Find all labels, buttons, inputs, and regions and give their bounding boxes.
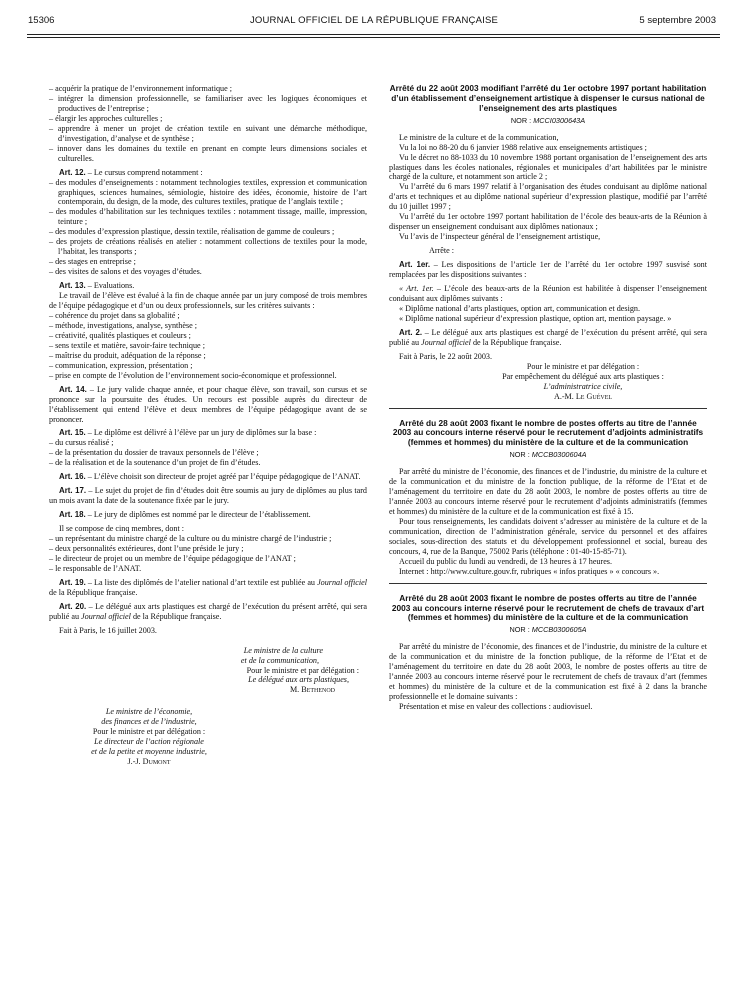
paragraph: Par arrêté du ministre de l’économie, des finances et de l’industrie, du ministre de la culture et de la communication et du ministre de la fonction publique, de la réforme de l’Etat et de l’aménagement du territoire en date du 28 août 2003, le nombre de postes offerts au titre de l’année 2003 au concours interne réservé pour le recrutement de chefs de travaux d’art (femmes et hommes) du ministère de la culture et de la communication est fixé à 2 dans la branche professionnelle et le domaine suivants : [389, 642, 707, 702]
paragraph: Vu l’avis de l’inspecteur général de l’enseignement artistique, [399, 232, 601, 242]
article-16: Art. 16. – L’élève choisit son directeur de projet agréé par l’équipe pédagogique de l’ANAT. [59, 472, 361, 482]
list-item: – des stages en entreprise ; [49, 257, 136, 267]
quoted-article: « Art. 1er. – L’école des beaux-arts de la Réunion est habilitée à dispenser l’enseignement conduisant aux diplômes suivants : [389, 284, 707, 303]
article-label: Art. 19. [59, 577, 86, 587]
article-label: Art. 13. [59, 281, 86, 291]
paragraph: « Diplôme national d’arts plastiques, option art, communication et design. [399, 303, 640, 313]
list-item: – de la réalisation et de la soutenance d’un projet de fin d’études. [49, 458, 261, 468]
nor-reference: NOR : MCCB0300604A [509, 450, 587, 460]
article-label: Art. 2. [399, 327, 423, 337]
list-item: – acquérir la pratique de l’environnement informatique ; [49, 84, 232, 93]
paragraph: Le travail de l’élève est évalué à la fin de chaque année par un jury composé de trois membres de l’équipe pédagogique et d’un ou deux professionnels, sur les critères suivants : [49, 291, 367, 311]
signature-block: Pour le ministre et par délégation : Par empêchement du délégué aux arts plastiques : L’administratrice civile, A.-M. Le Guével [389, 362, 707, 402]
signatory-name: J.-J. Dumont [127, 757, 171, 767]
paragraph: Il se compose de cinq membres, dont : [59, 524, 185, 534]
article-18: Art. 18. – Le jury de diplômes est nommé par le directeur de l’établissement. [59, 510, 311, 520]
decree-title: Arrêté du 22 août 2003 modifiant l’arrêté du 1er octobre 1997 portant habilitation d’un établissement d’enseignement artistique à dispenser le cursus national de l’enseignement des arts plastiques [389, 83, 707, 113]
decree-title: Arrêté du 28 août 2003 fixant le nombre de postes offerts au titre de l’année 2003 au concours interne réservé pour le recrutement d’adjoints administratifs (femmes et hommes) du ministère de la culture et de la communication [392, 417, 704, 448]
article-2: Art. 2. – Le délégué aux arts plastiques est chargé de l’exécution du présent arrêté, qui sera publié au Journal officiel de la République française. [389, 327, 707, 347]
list-item: – deux personnalités extérieures, dont l’une préside le jury ; [49, 543, 244, 553]
list-item: – maîtrise du produit, adéquation de la réponse ; [49, 350, 206, 360]
list-item: – communication, expression, présentation ; [49, 360, 193, 370]
issue-date: 5 septembre 2003 [639, 15, 716, 26]
list-item: – le directeur de projet ou un membre de l’équipe pédagogique de l’ANAT ; [49, 553, 296, 563]
header-rule-top [27, 34, 720, 35]
list-item: – intégrer la dimension professionnelle, se familiariser avec les logiques économiques et productives de l’entreprise ; [49, 93, 367, 113]
intro-list [49, 84, 367, 164]
header-rule-bottom [27, 37, 720, 38]
page-header [0, 0, 748, 34]
place-date: Fait à Paris, le 22 août 2003. [399, 351, 492, 361]
list-item: – élargir les approches culturelles ; [49, 113, 163, 123]
paragraph: Par arrêté du ministre de l’économie, des finances et de l’industrie, du ministre de la culture et de la communication et du ministre de la fonction publique, de la réforme de l’Etat et de l’aménagement du territoire en date du 28 août 2003, le nombre de postes offerts au titre de l’année 2003 au concours interne réservé pour le recrutement d’adjoints administratifs (femmes et hommes) du ministère de la culture et de la communication est fixé à 15. [389, 467, 707, 516]
signature-block-economie: Le ministre de l’économie, des finances et de l’industrie, Pour le ministre et par délégation : Le directeur de l’action régionale et de la petite et moyenne industrie, J.-J. Dumont [49, 707, 249, 767]
list-item: – des projets de créations réalisés en atelier : notamment collections de textiles pour la mode, l’habitat, les transports ; [49, 237, 367, 257]
article-12: Art. 12. – Le cursus comprend notamment : [59, 167, 203, 177]
list-item: – un représentant du ministre chargé de la culture ou du ministre chargé de l’industrie ; [49, 534, 332, 544]
paragraph: Accueil du public du lundi au vendredi, de 13 heures à 17 heures. [399, 556, 612, 566]
list-item: – des modules d’enseignements : notamment technologies textiles, expression et communication graphiques, sciences humaines, sémiologie, histoire des idées, économie, histoire de l’art contemporain, du design, de la mode, des cultures textiles, pratique de l’anglais textile ; [49, 177, 367, 207]
list-item: – des modules d’habilitation sur les techniques textiles : notamment tissage, maille, impression, teinture ; [49, 207, 367, 227]
list-item: – cohérence du projet dans sa globalité ; [49, 310, 180, 320]
article-15: Art. 15. – Le diplôme est délivré à l’élève par un jury de diplômes sur la base : [59, 428, 317, 438]
article-label: Art. 17. [59, 486, 87, 496]
left-column [49, 84, 367, 767]
article-label: Art. 12. [59, 167, 86, 177]
section-divider [389, 583, 707, 584]
right-column [389, 84, 707, 712]
decree-title: Arrêté du 28 août 2003 fixant le nombre de postes offerts au titre de l’année 2003 au concours interne réservé pour le recrutement de chefs de travaux d’art (femmes et hommes) du ministère de la culture et de la communication [391, 592, 705, 623]
paragraph: Le ministre de la culture et de la communication, [399, 132, 559, 142]
article-label: Art. 14. [59, 384, 87, 394]
article-20: Art. 20. – Le délégué aux arts plastiques est chargé de l’exécution du présent arrêté, qui sera publié au Journal officiel de la République française. [49, 601, 367, 621]
list-item: – du cursus réalisé ; [49, 438, 114, 448]
list-item: – le responsable de l’ANAT. [49, 563, 142, 573]
arrete-label: Arrête : [429, 246, 455, 256]
page-number: 15306 [28, 15, 55, 26]
decree-chefs-travaux-art [389, 594, 707, 712]
paragraph: Vu le décret no 88-1033 du 10 novembre 1988 portant organisation de l’enseignement des arts plastiques dans les écoles nationales, régionales et municipales d’art habilitées par le ministre chargé de la culture, et notamment son article 2 ; [389, 152, 707, 182]
paragraph: Vu l’arrêté du 1er octobre 1997 portant habilitation de l’école des beaux-arts de la Réunion à dispenser un enseignement conduisant aux diplômes nationaux ; [389, 212, 707, 232]
decree-22-aout-2003 [389, 84, 707, 402]
article-13: Art. 13. – Evaluations. [59, 281, 135, 291]
article-label: Art. 1er. [399, 260, 431, 270]
signatory-name: A.-M. Le Guével [553, 391, 613, 401]
paragraph: Vu l’arrêté du 6 mars 1997 relatif à l’organisation des études conduisant au diplôme national d’arts et techniques et au diplôme national supérieur d’expression plastique, modifié par l’arrêté du 10 juillet 1997 ; [389, 182, 707, 212]
article-17: Art. 17. – Le sujet du projet de fin d’études doit être soumis au jury de diplômes au plus tard un mois avant la date de la soutenance fixée par le jury. [49, 486, 367, 506]
list-item: – prise en compte de l’évolution de l’environnement socio-économique et professionnel. [49, 370, 337, 380]
section-divider [389, 408, 707, 409]
decree-adjoints-administratifs [389, 419, 707, 577]
place-date: Fait à Paris, le 16 juillet 2003. [59, 625, 157, 635]
list-item: – apprendre à mener un projet de création textile en suivant une démarche méthodique, d’investigation, d’analyse et de synthèse ; [49, 123, 367, 143]
article-1: Art. 1er. – Les dispositions de l’article 1er de l’arrêté du 1er octobre 1997 susvisé sont remplacées par les dispositions suivantes : [389, 260, 707, 280]
article-label: Art. 16. [59, 472, 86, 482]
paragraph: « Diplôme national supérieur d’expression plastique, option art, mention paysage. » [399, 313, 672, 323]
list-item: – méthode, investigations, analyse, synthèse ; [49, 320, 198, 330]
article-label: Art. 20. [59, 601, 87, 611]
journal-title: JOURNAL OFFICIEL DE LA RÉPUBLIQUE FRANÇAISE [249, 15, 499, 26]
paragraph: Présentation et mise en valeur des collections : audiovisuel. [399, 702, 593, 712]
list-item: – des visites de salons et des voyages d’études. [49, 267, 202, 277]
article-19: Art. 19. – La liste des diplômés de l’atelier national d’art textile est publiée au Journal officiel de la République française. [49, 577, 367, 597]
list-item: – de la présentation du dossier de travaux personnels de l’élève ; [49, 448, 259, 458]
nor-reference: NOR : MCCB0300605A [509, 625, 587, 635]
signatory-name: M. Bethenod [289, 685, 335, 695]
paragraph: Internet : http://www.culture.gouv.fr, rubriques « infos pratiques » « concours ». [399, 566, 660, 576]
list-item: – innover dans les domaines du textile en prenant en compte leurs dimensions sociales et culturelles. [49, 143, 367, 163]
paragraph: Vu la loi no 88-20 du 6 janvier 1988 relative aux enseignements artistiques ; [399, 142, 647, 152]
article-14: Art. 14. – Le jury valide chaque année, et pour chaque élève, son travail, son cursus et se prononce sur la poursuite des études. Un recours est possible auprès du directeur de l’établissement qui entend l’élève et deux membres de l’équipe pédagogique avant de se prononcer. [49, 384, 367, 424]
nor-reference: NOR : MCCI0300643A [510, 115, 586, 125]
signature-block-culture: Le ministre de la culture et de la communication, Pour le ministre et par délégation : Le délégué aux arts plastiques, M. Bethenod [49, 646, 359, 696]
article-label: Art. 18. [59, 510, 86, 520]
list-item: – des modules d’expression plastique, dessin textile, réalisation de gamme de couleurs ; [49, 227, 335, 237]
list-item: – créativité, qualités plastiques et couleurs ; [49, 330, 191, 340]
list-item: – sens textile et matière, savoir-faire technique ; [49, 340, 205, 350]
paragraph: Pour tous renseignements, les candidats doivent s’adresser au ministère de la culture et de la communication, direction de l’administration générale, service du personnel et des affaires sociales, sous-direction des statuts et du développement professionnel et social, bureau des concours, 4, rue de la Banque, 75002 Paris (téléphone : 01-40-15-85-71). [389, 516, 707, 556]
article-label: Art. 15. [59, 428, 86, 438]
